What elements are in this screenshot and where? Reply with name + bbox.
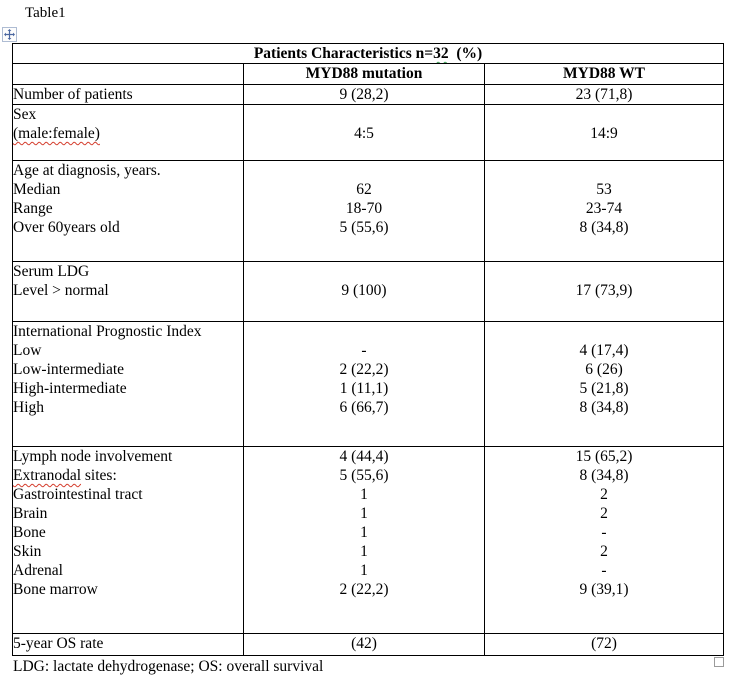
cell-value: 6 (66,7) <box>339 399 389 416</box>
cell-value: 23 (71,8) <box>575 86 633 103</box>
table-row-number-of-patients <box>13 85 724 105</box>
table-caption: Table1 <box>25 5 66 21</box>
row-sublabel: Over 60years old <box>13 219 120 236</box>
cell-value: 9 (28,2) <box>339 86 389 103</box>
cell-value: 23-74 <box>585 200 623 217</box>
table-row-5-year-os-rate <box>13 634 724 656</box>
table-title-cell[interactable] <box>13 44 724 64</box>
row-label: Lymph node involvement <box>13 448 173 465</box>
row-label: Number of patients <box>13 86 133 103</box>
mutation-value-cell[interactable] <box>244 262 485 322</box>
wt-value-cell[interactable] <box>485 161 724 262</box>
cell-value: 14:9 <box>590 125 618 142</box>
cell-value: 1 <box>360 505 368 522</box>
male-female-label: (male:female) <box>13 125 100 142</box>
cell-value: 15 (65,2) <box>575 448 633 465</box>
cell-value: 4:5 <box>354 125 374 142</box>
row-label-cell[interactable] <box>13 161 244 262</box>
row-sublabel <box>13 466 243 485</box>
row-label: Serum LDG <box>13 263 90 280</box>
row-label-cell[interactable] <box>13 85 244 105</box>
cell-value: 5 (21,8) <box>579 380 629 397</box>
mutation-value-cell[interactable] <box>244 85 485 105</box>
cell-value: - <box>601 524 607 541</box>
table-title-suffix: (%) <box>448 45 483 62</box>
column-header-row <box>13 64 724 85</box>
cell-value <box>485 105 723 124</box>
wt-value-cell[interactable] <box>485 447 724 634</box>
table-title-n: 32 <box>433 45 449 62</box>
cell-value: 2 <box>600 543 608 560</box>
mutation-value-cell[interactable] <box>244 634 485 656</box>
cell-value: 62 <box>356 181 372 198</box>
cell-value: 4 (44,4) <box>339 448 389 465</box>
mutation-value-cell[interactable] <box>244 447 485 634</box>
cell-value: 9 (39,1) <box>579 581 629 598</box>
cell-value: 2 (22,2) <box>339 581 389 598</box>
cell-value <box>244 262 484 281</box>
table-footnote: LDG: lactate dehydrogenase; OS: overall survival <box>13 658 324 675</box>
row-label-cell[interactable] <box>13 322 244 447</box>
cell-value <box>485 161 723 180</box>
table-move-handle-icon <box>4 29 15 40</box>
mutation-value-cell[interactable] <box>244 105 485 161</box>
row-sublabel: Adrenal <box>13 562 63 579</box>
row-sublabel: High-intermediate <box>13 380 127 397</box>
row-label-cell[interactable] <box>13 634 244 656</box>
cell-value: 8 (34,8) <box>579 219 629 236</box>
cell-value <box>244 161 484 180</box>
cell-value: 1 (11,1) <box>339 380 389 397</box>
row-sublabel: Bone marrow <box>13 581 98 598</box>
row-sublabel: Low-intermediate <box>13 361 125 378</box>
column-header-myd88-mutation[interactable]: MYD88 mutation <box>244 64 485 85</box>
cell-value: 1 <box>360 524 368 541</box>
row-label-cell[interactable] <box>13 447 244 634</box>
cell-value: 5 (55,6) <box>339 219 389 236</box>
row-sublabel: Range <box>13 200 53 217</box>
row-label-cell[interactable] <box>13 262 244 322</box>
cell-value: 1 <box>360 486 368 503</box>
cell-value: 53 <box>596 181 612 198</box>
column-header-myd88-wt[interactable]: MYD88 WT <box>485 64 724 85</box>
row-label: Sex <box>13 106 37 123</box>
row-sublabel <box>13 124 243 143</box>
mutation-value-cell[interactable] <box>244 322 485 447</box>
cell-value: 4 (17,4) <box>579 342 629 359</box>
cell-value: 2 <box>600 505 608 522</box>
cell-value: 8 (34,8) <box>579 399 629 416</box>
wt-value-cell[interactable] <box>485 634 724 656</box>
row-sublabel: Level > normal <box>13 282 109 299</box>
row-sublabel: Low <box>13 342 42 359</box>
table-row-involvement <box>13 447 724 634</box>
row-label: Age at diagnosis, years. <box>13 162 161 179</box>
cell-value: 17 (73,9) <box>575 282 633 299</box>
cell-value: 1 <box>360 543 368 560</box>
cell-value: 9 (100) <box>341 282 387 299</box>
extranodal-word: Extranodal <box>13 467 82 484</box>
cell-value: 18-70 <box>345 200 383 217</box>
table-move-handle[interactable] <box>2 27 17 42</box>
wt-value-cell[interactable] <box>485 262 724 322</box>
table-resize-handle[interactable] <box>714 657 724 667</box>
cell-value: 2 <box>600 486 608 503</box>
table-row-sex <box>13 105 724 161</box>
mutation-value-cell[interactable] <box>244 161 485 262</box>
cell-value: - <box>361 342 367 359</box>
cell-value <box>485 322 723 341</box>
table-title-row <box>13 44 724 64</box>
cell-value: 6 (26) <box>585 361 623 378</box>
row-sublabel: Median <box>13 181 61 198</box>
patients-characteristics-table <box>12 43 724 656</box>
table-row-age-at-diagnosis <box>13 161 724 262</box>
cell-value: (72) <box>591 635 617 652</box>
cell-value: 1 <box>360 562 368 579</box>
row-label: International Prognostic Index <box>13 323 202 340</box>
wt-value-cell[interactable] <box>485 85 724 105</box>
row-label: 5-year OS rate <box>13 635 104 652</box>
table-title-prefix: Patients Characteristics n= <box>253 45 434 62</box>
sites-word: sites: <box>81 467 117 484</box>
wt-value-cell[interactable] <box>485 105 724 161</box>
row-sublabel: High <box>13 399 44 416</box>
cell-value <box>244 322 484 341</box>
column-header-empty[interactable] <box>13 64 244 85</box>
cell-value: - <box>601 562 607 579</box>
row-sublabel: Skin <box>13 543 42 560</box>
row-label-cell[interactable] <box>13 105 244 161</box>
cell-value: 5 (55,6) <box>339 467 389 484</box>
wt-value-cell[interactable] <box>485 322 724 447</box>
row-sublabel: Gastrointestinal tract <box>13 486 143 503</box>
table-row-international-prognostic-index <box>13 322 724 447</box>
table-row-serum-ldg <box>13 262 724 322</box>
cell-value: 2 (22,2) <box>339 361 389 378</box>
cell-value: 8 (34,8) <box>579 467 629 484</box>
row-sublabel: Brain <box>13 505 48 522</box>
cell-value <box>485 262 723 281</box>
row-sublabel: Bone <box>13 524 46 541</box>
cell-value <box>244 105 484 124</box>
cell-value: (42) <box>351 635 377 652</box>
